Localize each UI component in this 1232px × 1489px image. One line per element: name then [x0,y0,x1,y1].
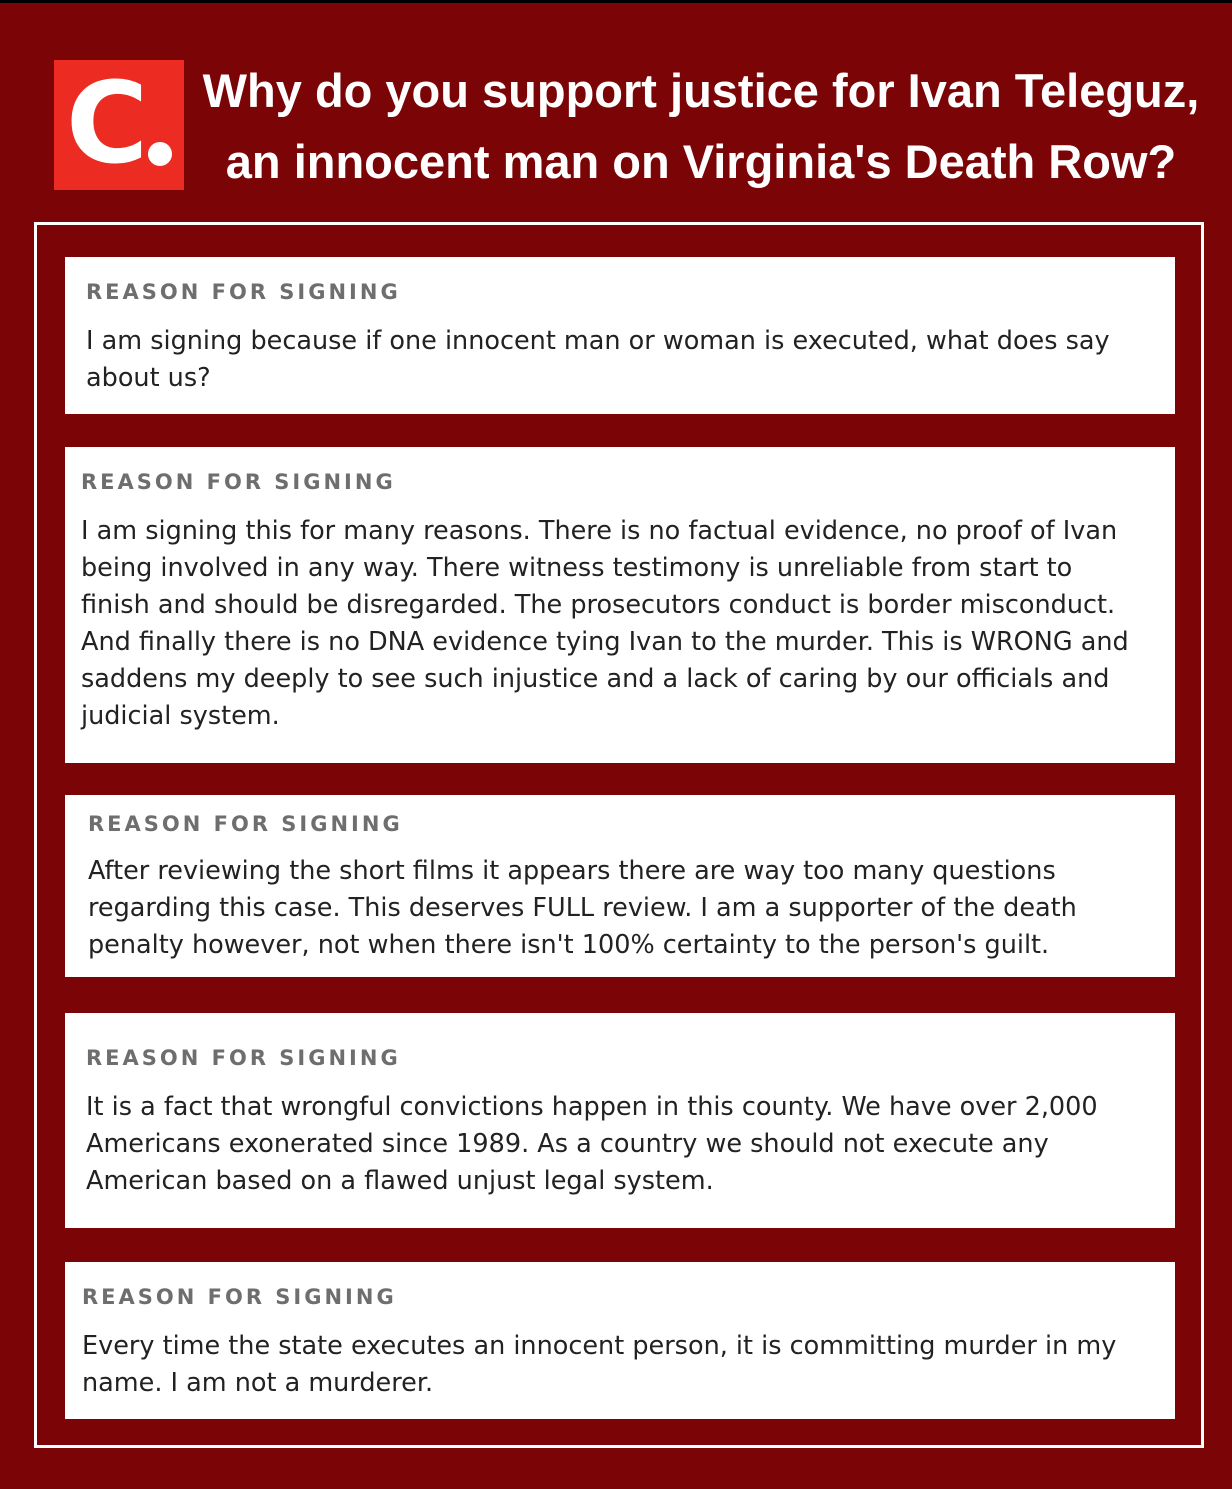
page-title [196,55,1206,197]
reason-card-text: I am signing this for many reasons. There is no factual evidence, no proof of Ivan being involved in any way. There witness testimony is unreliable from start to finish and should be disregarded. The prosecutors conduct is border misconduct. And finally there is no DNA evidence tying Ivan to the murder. This is WRONG and saddens my deeply to see such injustice and a lack of caring by our officials and judicial system. [81,516,1129,731]
change-org-logo [54,60,184,190]
reason-card-3 [65,795,1175,977]
reason-card-text: Every time the state executes an innocent person, it is committing murder in my name. I am not a murderer. [82,1331,1117,1398]
reason-card-label: REASON FOR SIGNING [86,280,401,304]
reason-card-label: REASON FOR SIGNING [86,1046,401,1070]
page-title-line-1: Why do you support justice for Ivan Teleguz, [202,64,1200,117]
reason-card-text: It is a fact that wrongful convictions happen in this county. We have over 2,000 Americans exonerated since 1989. As a country we should not execute any American based on a flawed unjust legal system. [86,1092,1098,1196]
reason-card-2 [65,447,1175,763]
reason-card-1 [65,257,1175,414]
reason-card-4 [65,1013,1175,1228]
page-title-line-2: an innocent man on Virginia's Death Row? [225,135,1177,188]
reason-card-label: REASON FOR SIGNING [81,470,396,494]
reason-card-text: After reviewing the short films it appears there are way too many questions regarding this case. This deserves FULL review. I am a supporter of the death penalty however, not when there isn't 100% certainty to the person's guilt. [88,856,1077,960]
reason-card-5 [65,1262,1175,1419]
reason-card-label: REASON FOR SIGNING [82,1285,397,1309]
reason-card-text: I am signing because if one innocent man or woman is executed, what does say about us? [86,326,1110,393]
logo-dot-icon [148,142,172,166]
logo-letter: C [66,59,149,189]
reason-card-label: REASON FOR SIGNING [88,812,403,836]
